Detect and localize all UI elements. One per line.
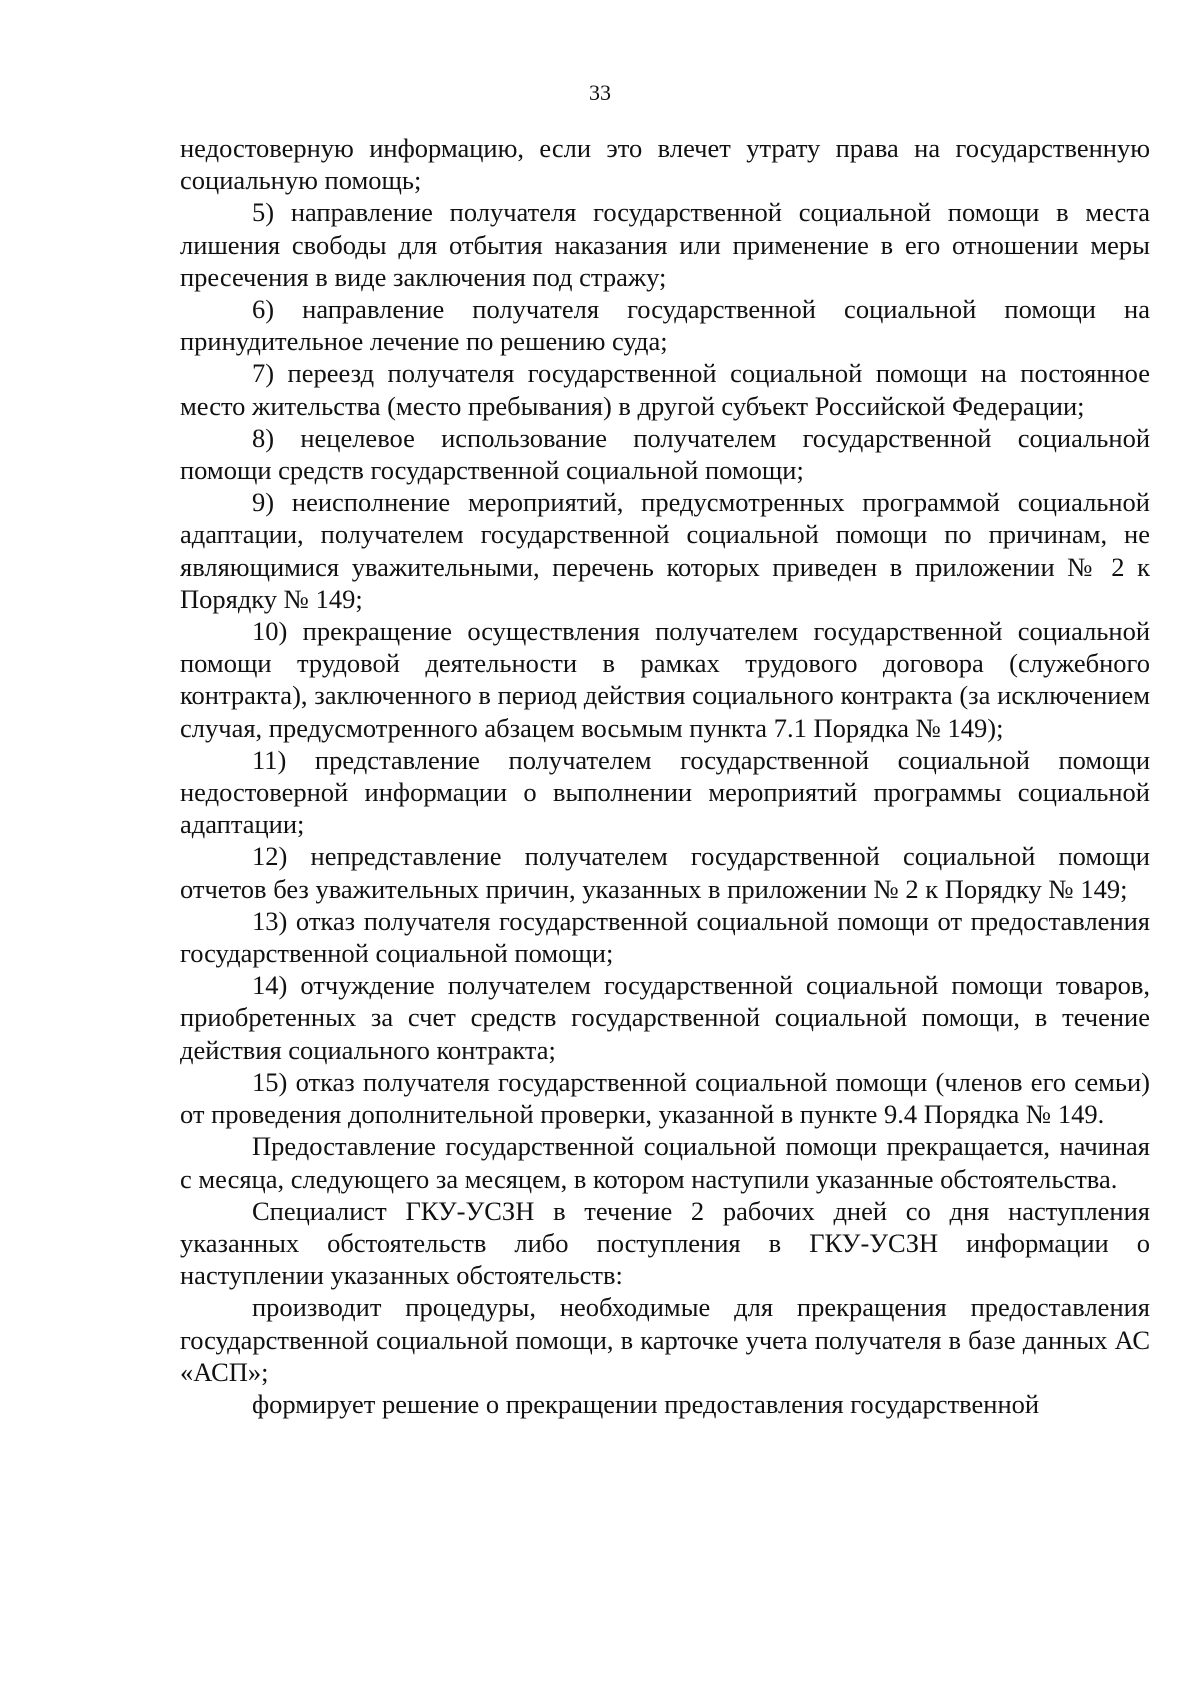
list-item-8: 8) нецелевое использование получателем государственной социальной помощи средств государственной социальной помощи;	[180, 422, 1150, 486]
document-body	[180, 132, 1150, 1420]
list-item-13: 13) отказ получателя государственной социальной помощи от предоставления государственной социальной помощи;	[180, 905, 1150, 969]
list-item-11: 11) представление получателем государственной социальной помощи недостоверной информации о выполнении мероприятий программы социальной адаптации;	[180, 744, 1150, 840]
list-item-9: 9) неисполнение мероприятий, предусмотренных программой социальной адаптации, получателем государственной социальной помощи по причинам, не являющимися уважительными, перечень которых приведен в приложении № 2 к Порядку № 149;	[180, 487, 1150, 614]
list-item-6: 6) направление получателя государственной социальной помощи на принудительное лечение по решению суда;	[180, 294, 1150, 357]
paragraph-decision: формирует решение о прекращении предоставления государственной	[252, 1388, 1040, 1419]
list-item-5: 5) направление получателя государственной социальной помощи в места лишения свободы для отбытия наказания или применение в его отношении меры пресечения в виде заключения под стражу;	[180, 197, 1150, 292]
list-item-12: 12) непредставление получателем государственной социальной помощи отчетов без уважительных причин, указанных в приложении № 2 к Порядку № 149;	[180, 841, 1150, 904]
paragraph-procedures: производит процедуры, необходимые для прекращения предоставления государственной социальной помощи, в карточке учета получателя в базе данных АС «АСП»;	[180, 1292, 1150, 1387]
list-item-7: 7) переезд получателя государственной социальной помощи на постоянное место жительства (место пребывания) в другой субъект Российской Федерации;	[180, 358, 1150, 421]
paragraph-specialist: Специалист ГКУ-УСЗН в течение 2 рабочих дней со дня наступления указанных обстоятельств либо поступления в ГКУ-УСЗН информации о наступлении указанных обстоятельств:	[180, 1195, 1150, 1291]
paragraph-continuation: недостоверную информацию, если это влечет утрату права на государственную социальную помощь;	[180, 133, 1150, 196]
list-item-15: 15) отказ получателя государственной социальной помощи (членов его семьи) от проведения дополнительной проверки, указанной в пункте 9.4 Порядка № 149.	[180, 1066, 1150, 1130]
page-number: 33	[589, 80, 611, 105]
list-item-14: 14) отчуждение получателем государственной социальной помощи товаров, приобретенных за счет средств государственной социальной помощи, в течение действия социального контракта;	[180, 970, 1150, 1065]
list-item-10: 10) прекращение осуществления получателем государственной социальной помощи трудовой деятельности в рамках трудового договора (служебного контракта), заключенного в период действия социального контракта (за исключением случая, предусмотренного абзацем восьмым пункта 7.1 Порядка № 149);	[180, 616, 1150, 743]
paragraph-termination: Предоставление государственной социальной помощи прекращается, начиная с месяца, следующего за месяцем, в котором наступили указанные обстоятельства.	[180, 1131, 1150, 1194]
